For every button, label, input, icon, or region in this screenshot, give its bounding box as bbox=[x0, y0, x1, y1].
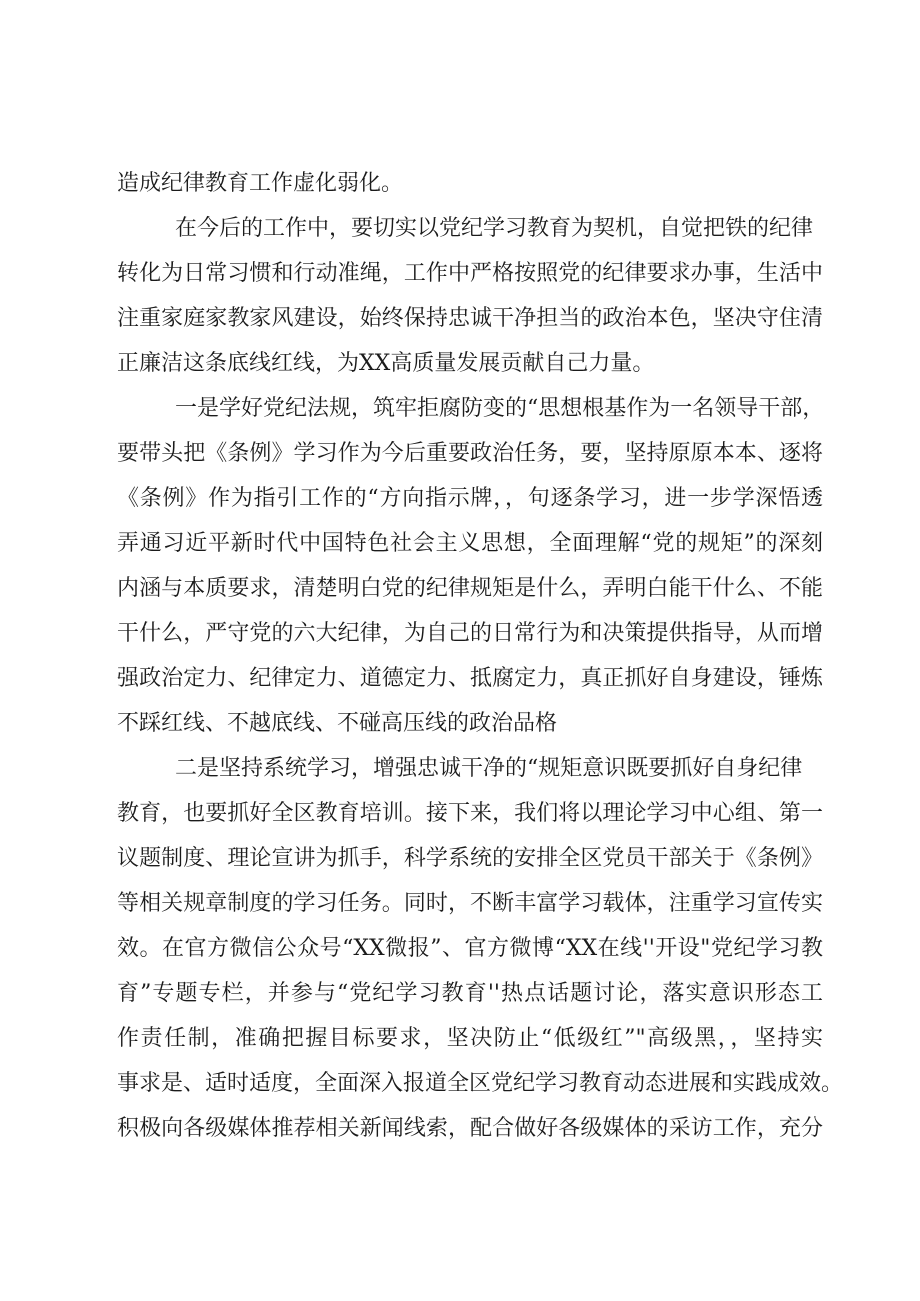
text-line: 议题制度、理论宣讲为抓手，科学系统的安排全区党员干部关于《条例》 bbox=[117, 846, 823, 871]
text-line: 教育，也要抓好全区教育培训。接下来，我们将以理论学习中心组、第一 bbox=[117, 801, 823, 826]
text-line: 作责任制，准确把握目标要求，坚决防止“低级红”"高级黑，，坚持实 bbox=[117, 1026, 823, 1051]
text-line: 注重家庭家教家风建设，始终保持忠诚干净担当的政治本色，坚决守住清 bbox=[117, 306, 823, 331]
text-line: 要带头把《条例》学习作为今后重要政治任务，要，坚持原原本本、逐将 bbox=[117, 441, 823, 466]
paragraph-point-two bbox=[117, 746, 844, 1151]
text-line: 弄通习近平新时代中国特色社会主义思想，全面理解“党的规矩”的深刻 bbox=[117, 531, 823, 556]
paragraph-future-work bbox=[117, 206, 823, 386]
text-line: 不踩红线、不越底线、不碰高压线的政治品格 bbox=[117, 711, 558, 736]
text-line: 二是坚持系统学习，增强忠诚干净的“规矩意识既要抓好自身纪律 bbox=[175, 756, 803, 781]
document-body bbox=[117, 161, 844, 1151]
text-line: 效。在官方微信公众号“XX微报”、官方微博“XX在线''开设"党纪学习教 bbox=[117, 936, 823, 961]
text-line: 干什么，严守党的六大纪律，为自己的日常行为和决策提供指导，从而增 bbox=[117, 621, 823, 646]
text-line: 等相关规章制度的学习任务。同时，不断丰富学习载体，注重学习宣传实 bbox=[117, 891, 823, 916]
paragraph-point-one bbox=[117, 386, 823, 746]
text-line: 在今后的工作中，要切实以党纪学习教育为契机，自觉把铁的纪律 bbox=[175, 216, 814, 241]
text-line: 正廉洁这条底线红线，为XX高质量发展贡献自己力量。 bbox=[117, 351, 655, 376]
text-line: 育”专题专栏，并参与“党纪学习教育''热点话题讨论，落实意识形态工 bbox=[117, 981, 823, 1006]
paragraph-continuation bbox=[117, 161, 823, 206]
text-line: 转化为日常习惯和行动准绳，工作中严格按照党的纪律要求办事，生活中 bbox=[117, 261, 823, 286]
text-line: 一是学好党纪法规，筑牢拒腐防变的“思想根基作为一名领导干部， bbox=[175, 396, 825, 421]
text-line: 《条例》作为指引工作的“方向指示牌，，句逐条学习，进一步学深悟透 bbox=[117, 486, 823, 511]
text-line: 强政治定力、纪律定力、道德定力、抵腐定力，真正抓好自身建设，锤炼 bbox=[117, 666, 823, 691]
text-line: 造成纪律教育工作虚化弱化。 bbox=[117, 171, 404, 196]
text-line: 内涵与本质要求，清楚明白党的纪律规矩是什么，弄明白能干什么、不能 bbox=[117, 576, 823, 601]
text-line: 积极向各级媒体推荐相关新闻线索，配合做好各级媒体的采访工作，充分 bbox=[117, 1116, 823, 1141]
text-line: 事求是、适时适度，全面深入报道全区党纪学习教育动态进展和实践成效。 bbox=[117, 1071, 844, 1096]
